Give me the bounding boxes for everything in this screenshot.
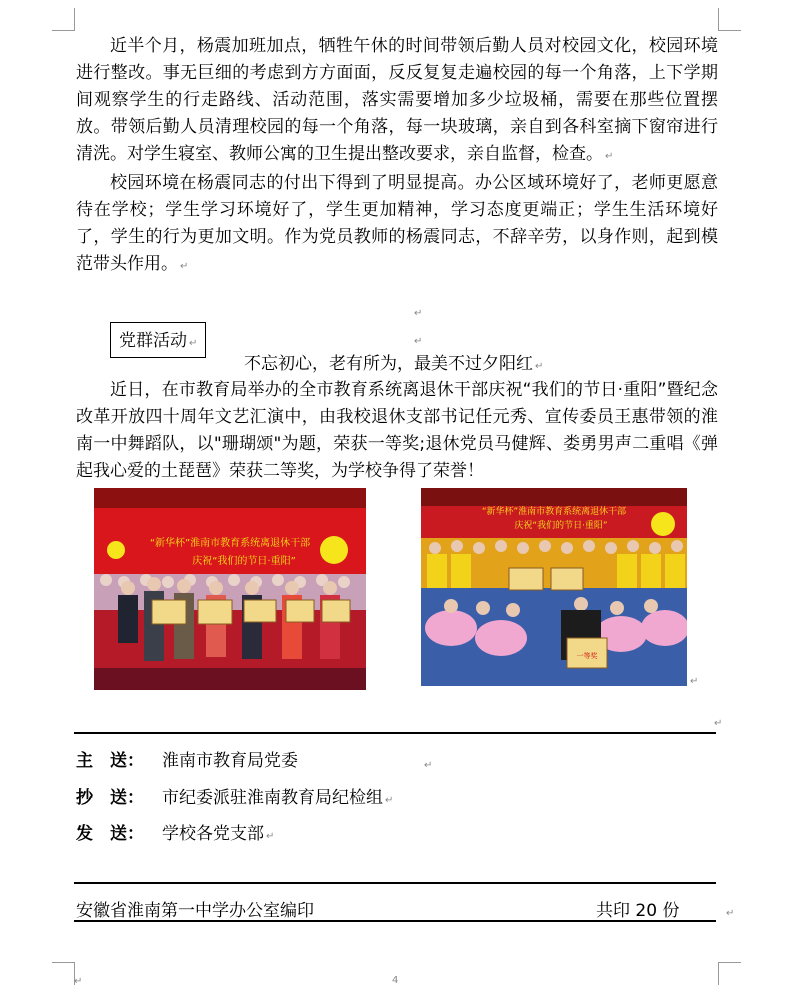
crop-mark-top-left bbox=[52, 8, 75, 31]
return-mark: ↵ bbox=[180, 261, 189, 272]
return-mark: ↵ bbox=[189, 338, 198, 349]
return-mark: ↵ bbox=[690, 676, 699, 687]
zhusong-value: 淮南市教育局党委 bbox=[162, 751, 298, 771]
photo-1-banner-line-2: 庆祝“我们的节日·重阳” bbox=[192, 556, 296, 567]
return-mark: ↵ bbox=[414, 308, 423, 319]
section-label: 党群活动 bbox=[119, 331, 187, 351]
return-mark: ↵ bbox=[714, 718, 723, 729]
section-label-box bbox=[110, 322, 206, 358]
award-photo-1 bbox=[94, 488, 366, 690]
paragraph-1-text: 近半个月，杨震加班加点，牺牲午休的时间带领后勤人员对校园文化，校园环境进行整改。事无巨细的考虑到方方面面，反反复复走遍校园的每一个角落，上下学期间观察学生的行走路线、活动范围，落实需要增加多少垃圾桶，需要在那些位置摆放。带领后勤人员清理校园的每一个角落，每一块玻璃，亲自到各科室摘下窗帘进行清洗。对学生寝室、教师公寓的卫生提出整改要求，亲自监督，检查。 bbox=[76, 36, 718, 164]
distribution-chaosong bbox=[76, 786, 393, 813]
crop-mark-top-right bbox=[718, 8, 741, 31]
return-mark: ↵ bbox=[414, 336, 423, 347]
paragraph-2-text: 校园环境在杨震同志的付出下得到了明显提高。办公区域环境好了，老师更愿意待在学校；学生学习环境好了，学生更加精神，学习态度更端正；学生生活环境好了，学生的行为更加文明。作为党员教师的杨震同志，不辞辛劳，以身作则，起到模范带头作用。 bbox=[76, 173, 718, 274]
return-mark: ↵ bbox=[74, 976, 83, 987]
rule-top bbox=[74, 732, 716, 734]
paragraph-1 bbox=[76, 33, 718, 170]
section-headline-text: 不忘初心，老有所为，最美不过夕阳红 bbox=[244, 354, 533, 374]
body-text-block bbox=[76, 33, 718, 280]
award-photo-2 bbox=[421, 488, 687, 686]
page-number: 4 bbox=[392, 975, 399, 986]
section-text-block bbox=[76, 377, 718, 485]
photo-1-banner-line-1: “新华杯”淮南市教育系统离退休干部 bbox=[149, 538, 311, 549]
return-mark: ↵ bbox=[605, 151, 614, 162]
fasong-label: 发 送： bbox=[76, 824, 144, 844]
return-mark: ↵ bbox=[266, 831, 275, 842]
crop-mark-bottom-left bbox=[52, 962, 75, 985]
chaosong-label: 抄 送： bbox=[76, 788, 144, 808]
distribution-fasong bbox=[76, 822, 274, 849]
rule-bottom bbox=[74, 920, 716, 922]
return-mark: ↵ bbox=[535, 361, 544, 372]
chaosong-value: 市纪委派驻淮南教育局纪检组 bbox=[162, 788, 383, 808]
distribution-zhusong bbox=[76, 749, 298, 773]
return-mark: ↵ bbox=[385, 795, 394, 806]
section-paragraph bbox=[76, 377, 718, 485]
footer-copies: 共印 20 份 bbox=[596, 901, 680, 921]
zhusong-label: 主 送： bbox=[76, 751, 144, 771]
return-mark: ↵ bbox=[424, 760, 433, 771]
photo-2-banner-line-1: “新华杯”淮南市教育系统离退休干部 bbox=[481, 507, 627, 517]
section-headline bbox=[244, 352, 543, 379]
paragraph-2 bbox=[76, 170, 718, 280]
section-paragraph-text: 近日，在市教育局举办的全市教育系统离退休干部庆祝“我们的节日·重阳”暨纪念改革开放四十周年文艺汇演中，由我校退休支部书记任元秀、宣传委员王惠带领的淮南一中舞蹈队，以"珊瑚颂"为题，荣获一等奖;退休党员马健辉、娄勇男声二重唱《弹起我心爱的土琵琶》荣获二等奖，为学校争得了荣誉！ bbox=[76, 380, 718, 481]
fasong-value: 学校各党支部 bbox=[162, 824, 264, 844]
photo-2-banner-line-2: 庆祝“我们的节日·重阳” bbox=[514, 521, 608, 531]
rule-middle bbox=[74, 882, 716, 884]
footer-editor: 安徽省淮南第一中学办公室编印 bbox=[76, 901, 314, 921]
crop-mark-bottom-right bbox=[718, 962, 741, 985]
photo-2-award-text: 一等奖 bbox=[576, 652, 598, 660]
return-mark: ↵ bbox=[726, 908, 735, 919]
